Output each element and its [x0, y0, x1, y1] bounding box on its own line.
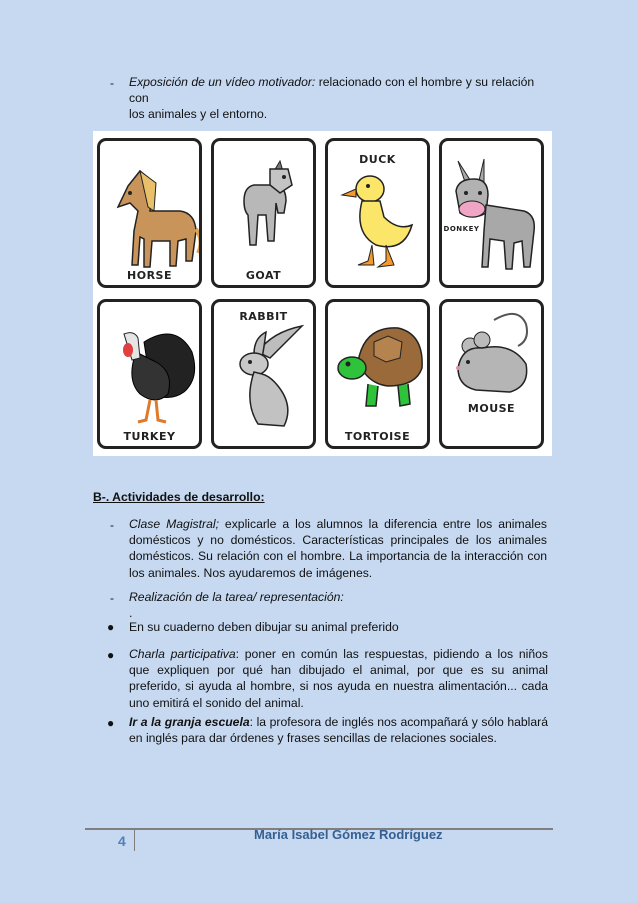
- list-dash: -: [110, 518, 114, 532]
- bullet-item-text: : poner en común las respuestas, pidiendo a los niños que expliquen por qué han dibujado el animal, por que es su animal preferido, si ayuda al hombre, si nos ayuda en nuestra alimentación... cada uno emitirá el sonido del animal.: [129, 647, 548, 710]
- bullet-item-text: En su cuaderno deben dibujar su animal preferido: [129, 620, 399, 634]
- list-item-clase-magistral: [129, 516, 547, 581]
- bullet-item-title: Ir a la granja escuela: [129, 715, 250, 729]
- list-item-dot: .: [129, 606, 133, 621]
- footer-author: María Isabel Gómez Rodríguez: [254, 827, 443, 842]
- animal-card-goat: [211, 138, 316, 288]
- animal-card-label: DONKEY: [443, 225, 480, 233]
- animal-card-donkey: [439, 138, 544, 288]
- animal-card-turkey: [97, 299, 202, 449]
- animal-card-duck: [325, 138, 430, 288]
- intro-item-title: Exposición de un vídeo motivador:: [129, 75, 316, 89]
- page-number: 4: [118, 833, 126, 849]
- animal-flashcards-image: [93, 131, 552, 456]
- list-item-title: Clase Magistral;: [129, 517, 219, 531]
- animal-card-label: DUCK: [359, 153, 396, 166]
- goat-icon: [214, 141, 316, 288]
- bullet-item-charla: [129, 646, 548, 711]
- bullet-item-granja: [129, 714, 548, 746]
- rabbit-icon: [214, 302, 316, 449]
- list-dash: -: [110, 76, 114, 90]
- bullet-item-title: Charla participativa: [129, 647, 236, 661]
- animal-card-label: GOAT: [245, 269, 282, 282]
- animal-card-rabbit: [211, 299, 316, 449]
- intro-item-text: relacionado con el hombre y su relación con: [129, 75, 535, 106]
- bullet-marker: ●: [107, 648, 115, 662]
- list-item-title: Realización de la tarea/ representación:: [129, 590, 344, 604]
- horse-icon: [100, 141, 202, 288]
- intro-item: [129, 74, 549, 123]
- list-item-text: explicarle a los alumnos la diferencia entre los animales domésticos y no domésticos. Características principales de los animales domésticos. Su relación con el hombre. La importancia de la interacción con los animales. Nos ayudaremos de imágenes.: [129, 517, 547, 580]
- list-dash: -: [110, 591, 114, 605]
- tortoise-icon: [328, 302, 430, 449]
- bullet-item-text: : la profesora de inglés nos acompañará y sólo hablará en inglés para dar órdenes y frases sencillas de relaciones sociales.: [129, 715, 548, 746]
- animal-card-label: RABBIT: [239, 310, 288, 323]
- bullet-marker: ●: [107, 620, 115, 634]
- list-item-realizacion: [129, 589, 549, 621]
- donkey-icon: [442, 141, 544, 288]
- intro-item-text-line2: los animales y el entorno.: [129, 107, 268, 122]
- animal-card-label: TURKEY: [123, 430, 176, 443]
- animal-card-label: TORTOISE: [344, 430, 411, 443]
- animal-card-label: MOUSE: [467, 402, 516, 415]
- animal-card-tortoise: [325, 299, 430, 449]
- mouse-icon: [442, 302, 544, 449]
- animal-card-mouse: [439, 299, 544, 449]
- footer-divider-tick: [134, 829, 135, 851]
- section-heading: B-. Actividades de desarrollo:: [93, 490, 265, 504]
- turkey-icon: [100, 302, 202, 449]
- animal-card-horse: [97, 138, 202, 288]
- bullet-marker: ●: [107, 716, 115, 730]
- bullet-item-dibujar: [129, 619, 549, 635]
- animal-card-label: HORSE: [127, 269, 172, 282]
